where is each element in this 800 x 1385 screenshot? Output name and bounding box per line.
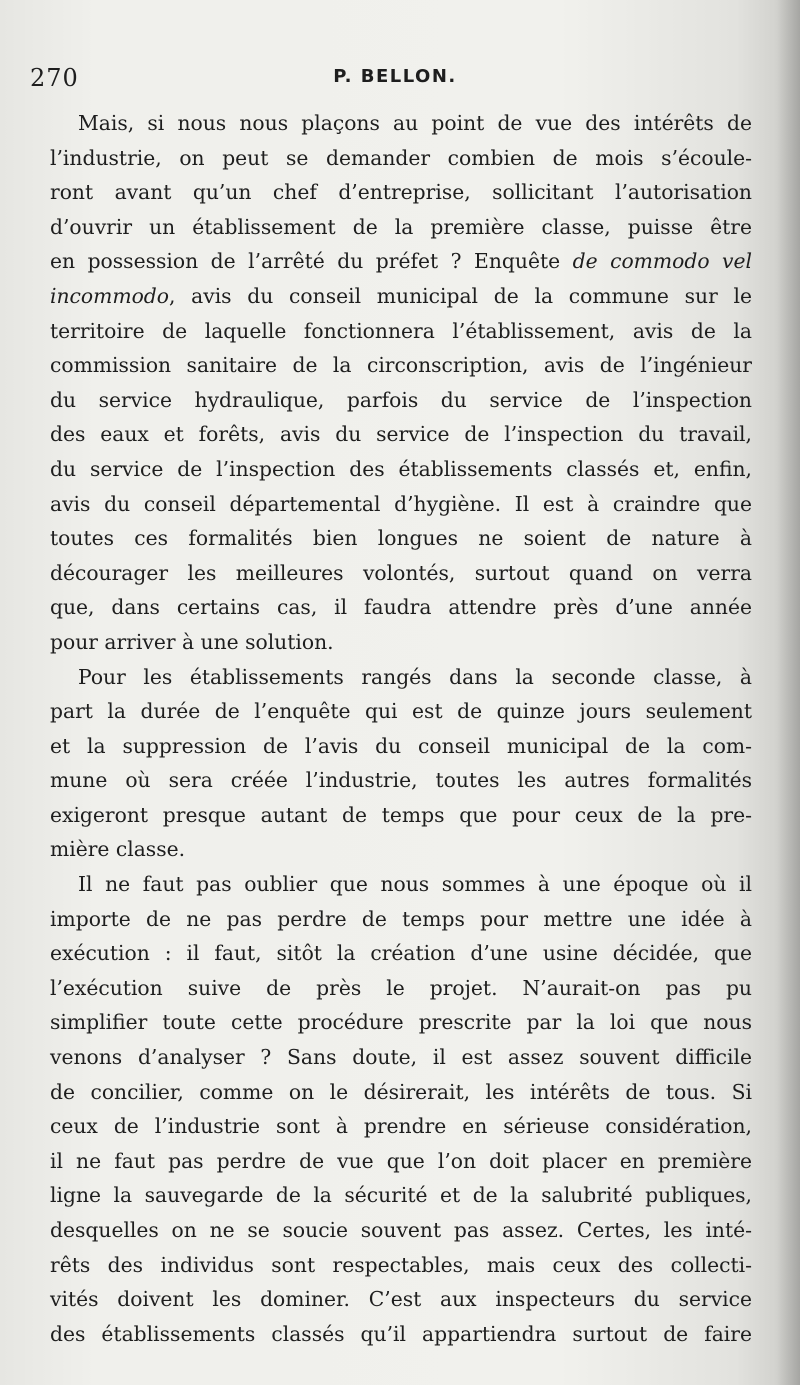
text-line: mière classe. <box>50 837 186 862</box>
text-line: des eaux et forêts, avis du service de l’inspection du travail, <box>50 422 752 447</box>
text-line: avis du conseil départemental d’hygiène. Il est à craindre que <box>50 491 752 516</box>
text-line: exécution : il faut, sitôt la création d’une usine décidée, que <box>50 941 752 966</box>
italic-phrase: de commodo vel <box>572 249 752 274</box>
italic-phrase: incommodo <box>50 283 169 308</box>
text-line: Il ne faut pas oublier que nous sommes à une époque où il <box>78 872 752 897</box>
text-segment: en possession de l’arrêté du préfet ? Enquête <box>50 249 573 274</box>
text-line: ront avant qu’un chef d’entreprise, sollicitant l’autorisation <box>50 180 752 205</box>
text-line: commission sanitaire de la circonscription, avis de l’ingénieur <box>50 353 752 378</box>
text-line: importe de ne pas perdre de temps pour mettre une idée à <box>50 906 752 931</box>
text-line: ligne la sauvegarde de la sécurité et de la salubrité publiques, <box>50 1183 752 1208</box>
text-line: toutes ces formalités bien longues ne soient de nature à <box>50 526 752 551</box>
text-line: venons d’analyser ? Sans doute, il est assez souvent difficile <box>50 1045 752 1070</box>
page-edge-shadow <box>776 0 800 1385</box>
text-line: et la suppression de l’avis du conseil municipal de la com- <box>50 733 752 758</box>
text-line: du service hydraulique, parfois du service de l’inspection <box>50 387 752 412</box>
text-line: ceux de l’industrie sont à prendre en sérieuse considération, <box>50 1114 752 1139</box>
text-line: Mais, si nous nous plaçons au point de vue des intérêts de <box>78 111 752 135</box>
text-line: des établissements classés qu’il appartiendra surtout de faire <box>50 1321 752 1346</box>
text-line: pour arriver à une solution. <box>50 629 334 654</box>
text-line: d’ouvrir un établissement de la première classe, puisse être <box>50 214 752 239</box>
text-line <box>50 279 752 314</box>
text-segment: , avis du conseil municipal de la commune sur le <box>168 283 752 308</box>
text-line: mune où sera créée l’industrie, toutes les autres formalités <box>50 768 752 793</box>
text-line: exigeront presque autant de temps que pour ceux de la pre- <box>50 802 752 827</box>
page-header <box>30 64 760 98</box>
text-line: du service de l’inspection des établissements classés et, enfin, <box>50 456 752 481</box>
text-line: part la durée de l’enquête qui est de quinze jours seulement <box>50 699 752 724</box>
page-number: 270 <box>30 64 79 92</box>
text-line: Pour les établissements rangés dans la seconde classe, à <box>78 664 752 689</box>
text-line: simplifier toute cette procédure prescrite par la loi que nous <box>50 1010 752 1035</box>
body-text <box>50 106 752 1351</box>
text-line: l’exécution suive de près le projet. N’aurait-on pas pu <box>50 975 752 1000</box>
text-line: territoire de laquelle fonctionnera l’établissement, avis de la <box>50 318 752 343</box>
text-line: desquelles on ne se soucie souvent pas assez. Certes, les inté- <box>50 1218 752 1242</box>
text-line: vités doivent les dominer. C’est aux inspecteurs du service <box>50 1287 752 1312</box>
text-line: rêts des individus sont respectables, mais ceux des collecti- <box>50 1252 752 1277</box>
text-line: de concilier, comme on le désirerait, les intérêts de tous. Si <box>50 1079 752 1104</box>
text-line: il ne faut pas perdre de vue que l’on doit placer en première <box>50 1148 752 1173</box>
text-line <box>50 244 752 279</box>
text-line: l’industrie, on peut se demander combien de mois s’écoule- <box>50 145 752 170</box>
text-line: décourager les meilleures volontés, surtout quand on verra <box>50 560 752 585</box>
text-line: que, dans certains cas, il faudra attendre près d’une année <box>50 595 752 620</box>
running-head: P. BELLON. <box>333 66 457 87</box>
